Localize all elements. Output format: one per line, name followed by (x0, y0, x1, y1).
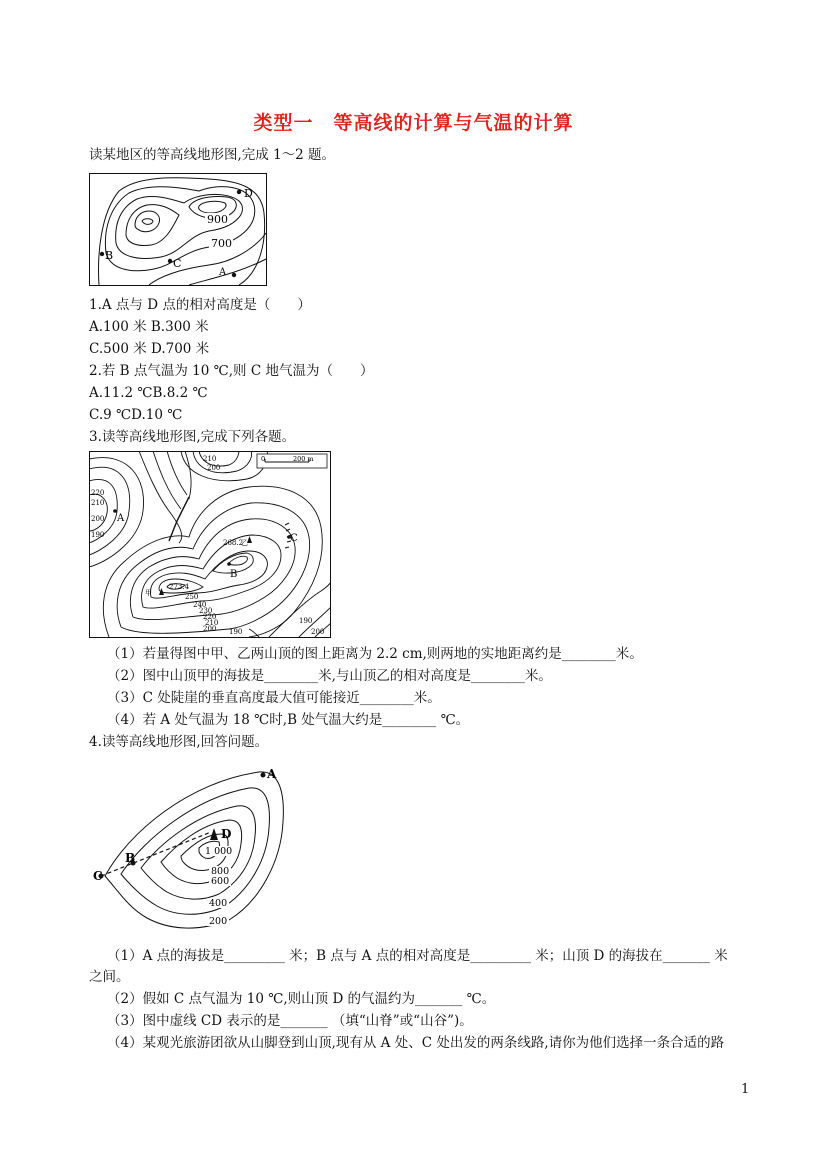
q2-options-1: A.11.2 ℃B.8.2 ℃ (89, 385, 208, 401)
q4-sub2: （2）假如 C 点气温为 10 ℃,则山顶 D 的气温约为_______ ℃。 (107, 991, 496, 1007)
map3-point-b: B (125, 851, 136, 865)
contour-map-1 (89, 173, 267, 286)
page-title: 类型一 等高线的计算与气温的计算 (253, 112, 574, 134)
map3-label-800: 800 (211, 866, 230, 877)
contour-map-2 (89, 451, 331, 638)
map3-point-d: D (221, 827, 232, 841)
map2-label-230: 230 (199, 607, 213, 615)
contour-map-3 (89, 762, 289, 934)
map3-label-600: 600 (211, 876, 230, 887)
page-number: 1 (741, 1082, 750, 1097)
map2-peak-yi-height: 268.2 (223, 539, 244, 547)
q3-sub3: （3）C 处陡崖的垂直高度最大值可能接近________米。 (107, 690, 441, 706)
map3-point-a: A (267, 767, 277, 781)
q1-stem: 1.A 点与 D 点的相对高度是（ ） (89, 297, 311, 313)
map1-point-b: B (105, 249, 114, 262)
map2-label-210c: 210 (205, 619, 219, 627)
q4-sub1-cont: 之间。 (89, 969, 130, 985)
q1-options-1: A.100 米 B.300 米 (89, 319, 209, 335)
map2-label-210a: 210 (203, 455, 217, 463)
q4-sub1: （1）A 点的海拔是_________ 米；B 点与 A 点的相对高度是_________ 米；山顶 D 的海拔在_______ 米 (107, 948, 728, 964)
q4-sub3: （3）图中虚线 CD 表示的是_______ （填“山脊”或“山谷”)。 (107, 1013, 473, 1029)
map2-label-220: 220 (91, 489, 105, 497)
q4-sub4: （4）某观光旅游团欲从山脚登到山顶,现有从 A 处、C 处出发的两条线路,请你为他们选择一条合适的路 (107, 1035, 725, 1051)
q4-stem: 4.读等高线地形图,回答问题。 (89, 734, 269, 750)
q3-stem: 3.读等高线地形图,完成下列各题。 (89, 429, 296, 445)
map1-label-700: 700 (211, 237, 232, 250)
map3-label-200: 200 (209, 916, 228, 927)
q2-options-2: C.9 ℃D.10 ℃ (89, 407, 183, 423)
map2-label-190c: 190 (299, 617, 313, 625)
map2-peak-yi: 乙 (241, 539, 248, 547)
map2-label-210b: 210 (91, 499, 105, 507)
map2-label-250: 250 (185, 593, 199, 601)
map2-peak-jia-height: 273.4 (169, 583, 190, 591)
map2-label-240: 240 (193, 601, 207, 609)
intro-text: 读某地区的等高线地形图,完成 1～2 题。 (89, 147, 336, 163)
q1-options-2: C.500 米 D.700 米 (89, 341, 210, 357)
map1-point-d: D (244, 187, 253, 200)
map2-label-190b: 190 (229, 628, 243, 636)
q3-sub2: （2）图中山顶甲的海拔是________米,与山顶乙的相对高度是________米。 (107, 668, 552, 684)
map2-label-190a: 190 (91, 531, 105, 539)
map1-point-c: C (173, 257, 182, 270)
map2-point-a: A (117, 513, 125, 524)
map3-label-400: 400 (209, 898, 228, 909)
map2-point-c: C (290, 533, 298, 544)
map2-scale-length: 200 m (293, 455, 314, 463)
map2-label-200c: 200 (203, 625, 217, 633)
map3-label-1000: 1 000 (205, 846, 233, 857)
map1-label-900: 900 (207, 213, 228, 226)
map2-scale-zero: 0 (261, 455, 266, 463)
map2-point-b: B (230, 569, 238, 580)
map2-peak-jia: 甲 (145, 589, 152, 597)
map2-label-200a: 200 (207, 464, 221, 472)
map3-point-c: C (93, 869, 103, 883)
q2-stem: 2.若 B 点气温为 10 ℃,则 C 地气温为（ ） (89, 363, 374, 379)
q3-sub1: （1）若量得图中甲、乙两山顶的图上距离为 2.2 cm,则两地的实地距离约是________米。 (107, 646, 643, 662)
map1-point-a: A (219, 267, 227, 278)
map2-label-200d: 200 (311, 628, 325, 636)
map2-label-220b: 220 (203, 613, 217, 621)
q3-sub4: （4）若 A 处气温为 18 ℃时,B 处气温大约是________ ℃。 (107, 712, 470, 728)
map2-label-200b: 200 (91, 515, 105, 523)
